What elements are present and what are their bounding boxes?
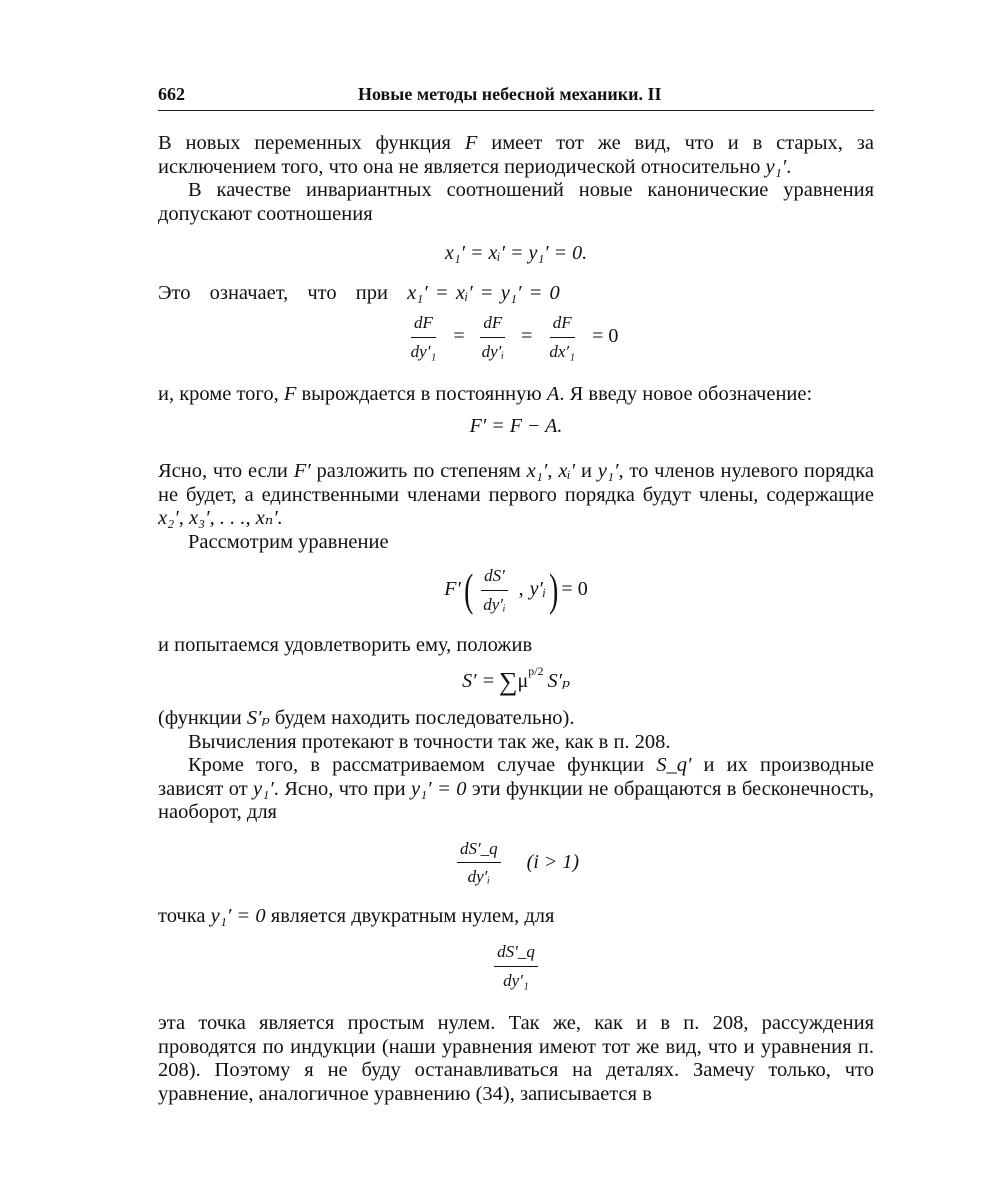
paragraph-2: В качестве инвариантных соотношений новые канонические уравнения допускают соотношения [158, 179, 874, 225]
equation-3: F′ = F − A. [469, 414, 563, 437]
paragraph-6: Рассмотрим уравнение [188, 530, 389, 553]
paragraph-12: эта точка является простым нулем. Так же, как и в п. 208, рассуждения проводятся по индукции (наши уравнения имеют тот же вид, что и уравнения п. 208). Поэтому я не буду останавливаться на деталях. Замечу только, что уравнение, аналогичное уравнению (34), записывается в [158, 1012, 874, 1105]
equation-7: $\frac{dS'\_q}{\text{dy′₁}}$ [158, 940, 874, 992]
paragraph-10: Кроме того, в рассматриваемом случае функции S_q′ и их производные зависят от y₁′. Ясно, что при y₁′ = 0 эти функции не обращаются в бесконечность, наоборот, для [158, 754, 874, 823]
page-body [158, 132, 874, 1106]
page-header [158, 82, 874, 111]
equation-5: S′ = ∑ μ $^{p/2}$ S′ₚ [462, 663, 570, 696]
paragraph-9: Вычисления протекают в точности так же, как в п. 208. [188, 730, 671, 753]
math-y1: y₁′ [765, 155, 787, 178]
paragraph-7: и попытаемся удовлетворить ему, положив [158, 634, 533, 656]
equation-1: x₁′ = xᵢ′ = y₁′ = 0. [444, 242, 588, 264]
equation-4: F′ ( $\frac{dS'}{\text{dy′ᵢ}}$ , y′ᵢ ) = 0 [444, 564, 588, 615]
math-F: F [464, 132, 478, 154]
paragraph-5: Ясно, что если F′ разложить по степеням x₁′, xᵢ′ и y₁′, то членов нулевого порядка не будет, а единственными членами первого порядка будут члены, содержащие x₂′, x₃′, . . ., xₙ′. [158, 460, 874, 529]
equation-6: $\frac{dS'\_q}{\text{dy′ᵢ}}$ (i > 1) [158, 837, 874, 889]
paragraph-8: (функции S′ₚ будем находить последовательно). [158, 707, 575, 729]
page-number: 662 [158, 84, 185, 104]
running-title: Новые методы небесной механики. II [358, 84, 662, 104]
paragraph-3: Это означает, что при x₁′ = xᵢ′ = y₁′ = 0 [158, 281, 560, 304]
equation-2: $\frac{dF}{\text{dy′₁}}$ = $\frac{dF}{\text{dy′ᵢ}}$ = $\frac{dF}{\text{dx′₁}}$ = 0 [410, 313, 619, 361]
math-condition: x₁′ = xᵢ′ = y₁′ = 0 [407, 281, 560, 304]
paragraph-1: В новых переменных функция F имеет тот же вид, что и в старых, за исключением того, что она не является периодической относительно y₁′. [158, 132, 874, 178]
paragraph-4: и, кроме того, F вырождается в постоянную A. Я введу новое обозначение: [158, 383, 813, 405]
paragraph-11: точка y₁′ = 0 является двукратным нулем, для [158, 904, 555, 927]
